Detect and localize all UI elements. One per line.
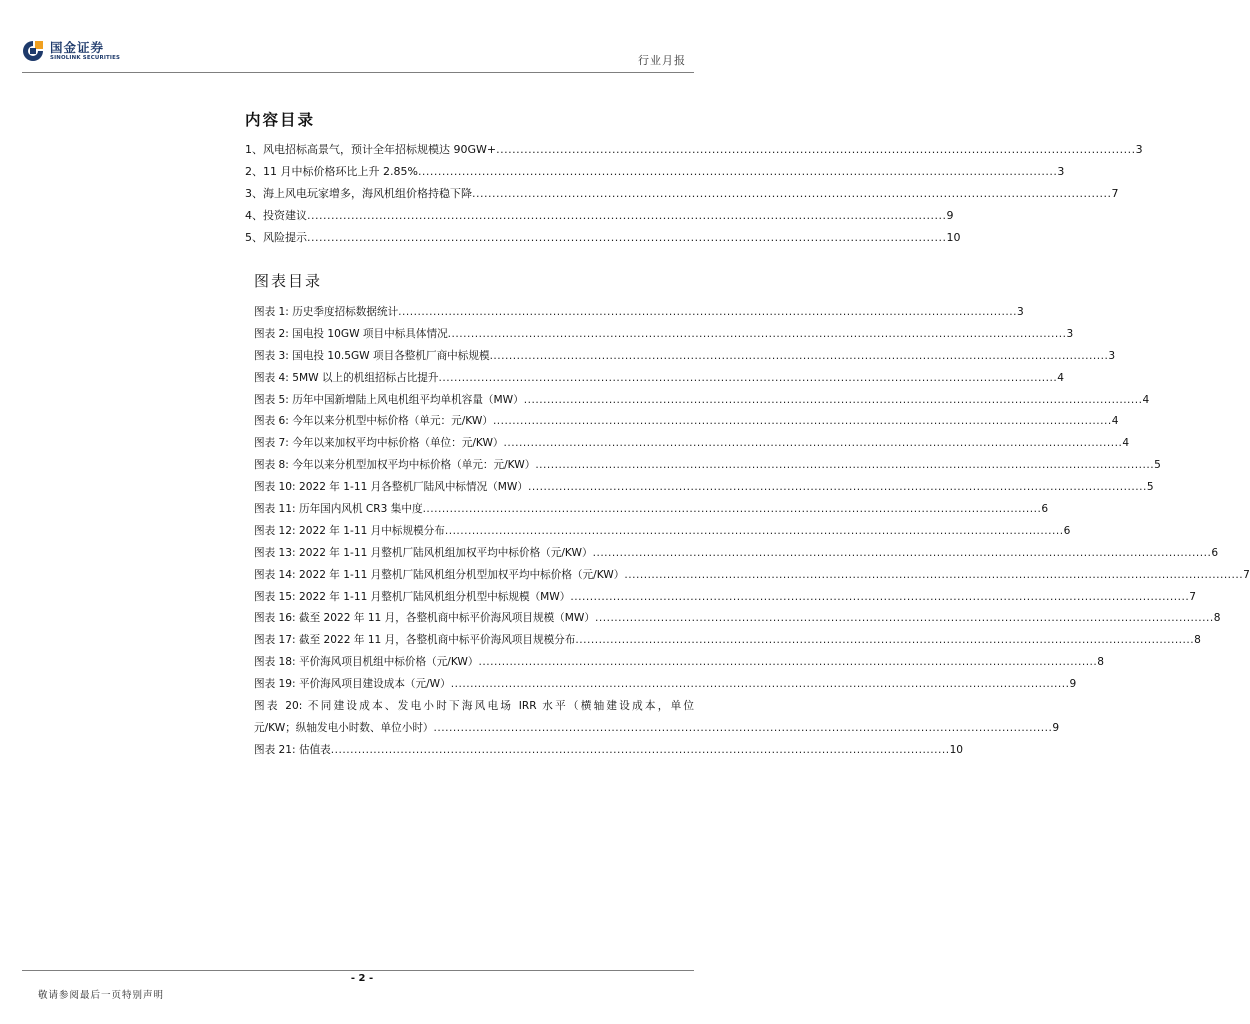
toc-entry-page: 10	[946, 231, 961, 244]
figure-entry-label: 图表 18: 平价海风项目机组中标价格（元/KW）	[254, 656, 479, 669]
toc-entry-label: 1、风电招标高景气，预计全年招标规模达 90GW+	[245, 143, 497, 156]
figure-entry-page: 7	[1243, 568, 1250, 581]
figure-entry[interactable]	[254, 543, 1219, 565]
figure-index-title: 图表目录	[254, 272, 323, 290]
figure-entry[interactable]	[254, 630, 1201, 652]
leader-dots: ................................................................................................................................................................	[575, 634, 1195, 647]
toc-entry[interactable]	[245, 183, 1119, 205]
toc-entry-label: 2、11 月中标价格环比上升 2.85%	[245, 165, 418, 178]
figure-entry[interactable]	[254, 565, 1250, 587]
leader-dots: ................................................................................................................................................................	[307, 209, 947, 222]
figure-entry-page: 4	[1122, 437, 1130, 450]
figure-list	[254, 302, 1250, 696]
figure-entry-page: 10	[949, 743, 964, 756]
figure-entry-label: 图表 19: 平价海风项目建设成本（元/W）	[254, 678, 451, 691]
toc-entry-page: 3	[1135, 143, 1143, 156]
figure-index	[254, 270, 1250, 762]
figure-entry[interactable]	[254, 477, 1154, 499]
figure-entry[interactable]	[254, 455, 1161, 477]
leader-dots: ................................................................................................................................................................	[535, 459, 1155, 472]
page-header	[22, 40, 694, 70]
figure-entry-label: 图表 16: 截至 2022 年 11 月，各整机商中标平价海风项目规模（MW）	[254, 612, 595, 625]
toc-title: 内容目录	[245, 111, 316, 129]
figure-entry-page: 3	[1066, 327, 1074, 340]
leader-dots: ................................................................................................................................................................	[624, 568, 1244, 581]
report-type: 行业月报	[638, 54, 686, 67]
figure-entry-label: 图表 21: 估值表	[254, 743, 331, 756]
header-divider	[22, 72, 694, 73]
leader-dots: ................................................................................................................................................................	[433, 721, 1053, 734]
figure-entry-page: 8	[1194, 634, 1201, 647]
company-name-cn: 国金证券	[50, 39, 105, 55]
leader-dots: ................................................................................................................................................................	[594, 612, 1214, 625]
figure-entry-page: 3	[1108, 349, 1116, 362]
figure-entry[interactable]	[254, 696, 1060, 740]
figure-entry-label: 图表 2: 国电投 10GW 项目中标具体情况	[254, 327, 448, 340]
figure-entry-page: 6	[1211, 546, 1219, 559]
figure-entry-page: 9	[1069, 678, 1077, 691]
toc-entry[interactable]	[245, 227, 961, 249]
leader-dots: ................................................................................................................................................................	[528, 481, 1147, 494]
leader-dots: ................................................................................................................................................................	[523, 393, 1143, 406]
figure-entry-label: 图表 5: 历年中国新增陆上风电机组平均单机容量（MW）	[254, 393, 524, 406]
table-of-contents	[245, 108, 1143, 249]
toc-entry-page: 7	[1111, 187, 1119, 200]
figure-entry-page: 4	[1142, 393, 1150, 406]
leader-dots: ................................................................................................................................................................	[478, 656, 1098, 669]
figure-entry-page: 4	[1111, 415, 1119, 428]
figure-entry[interactable]	[254, 740, 964, 762]
figure-entry-label-line2: 元/KW；纵轴发电小时数、单位小时）	[254, 721, 434, 734]
leader-dots: ................................................................................................................................................................	[503, 437, 1123, 450]
figure-entry[interactable]	[254, 346, 1116, 368]
figure-entry[interactable]	[254, 390, 1150, 412]
figure-entry-page: 8	[1097, 656, 1105, 669]
figure-entry[interactable]	[254, 587, 1196, 609]
figure-entry[interactable]	[254, 674, 1077, 696]
figure-entry[interactable]	[254, 324, 1074, 346]
sinolink-logo-icon	[22, 40, 44, 62]
figure-entry[interactable]	[254, 411, 1119, 433]
figure-entry-label: 图表 8: 今年以来分机型加权平均中标价格（单元：元/KW）	[254, 459, 536, 472]
figure-entry-page: 4	[1057, 371, 1065, 384]
leader-dots: ................................................................................................................................................................	[417, 165, 1058, 178]
disclaimer-note: 敬请参阅最后一页特别声明	[38, 990, 165, 1001]
leader-dots: ................................................................................................................................................................	[592, 546, 1212, 559]
toc-entry-label: 3、海上风电玩家增多，海风机组价格持稳下降	[245, 187, 472, 200]
figure-entry[interactable]	[254, 433, 1130, 455]
toc-entry-label: 5、风险提示	[245, 231, 307, 244]
leader-dots: ................................................................................................................................................................	[444, 524, 1064, 537]
figure-entry-page: 9	[1052, 721, 1060, 734]
figure-entry-page: 6	[1041, 503, 1049, 515]
figure-entry-label: 图表 13: 2022 年 1-11 月整机厂陆风机组加权平均中标价格（元/KW）	[254, 546, 593, 559]
toc-entry[interactable]	[245, 205, 954, 227]
figure-entry-label: 图表 7: 今年以来加权平均中标价格（单位：元/KW）	[254, 437, 504, 450]
figure-entry-page: 5	[1154, 459, 1161, 472]
figure-entry-page: 8	[1213, 612, 1221, 625]
leader-dots: ................................................................................................................................................................	[570, 590, 1190, 603]
figure-entry-page: 7	[1189, 590, 1196, 603]
leader-dots: ................................................................................................................................................................	[489, 349, 1109, 362]
toc-entry-page: 9	[946, 209, 954, 222]
figure-entry[interactable]	[254, 652, 1105, 674]
figure-entry-label: 图表 15: 2022 年 1-11 月整机厂陆风机组分机型中标规模（MW）	[254, 590, 571, 603]
leader-dots: ................................................................................................................................................................	[330, 743, 950, 756]
toc-entry-page: 3	[1057, 165, 1065, 178]
figure-entry-label: 图表 3: 国电投 10.5GW 项目各整机厂商中标规模	[254, 349, 490, 362]
leader-dots: ................................................................................................................................................................	[438, 371, 1058, 384]
figure-entry[interactable]	[254, 608, 1221, 630]
toc-entry-label: 4、投资建议	[245, 209, 307, 222]
leader-dots: ................................................................................................................................................................	[496, 143, 1136, 156]
leader-dots: ................................................................................................................................................................	[447, 327, 1067, 340]
leader-dots: ................................................................................................................................................................	[398, 305, 1017, 318]
company-name-en: SINOLINK SECURITIES	[50, 54, 121, 61]
toc-entry[interactable]	[245, 139, 1143, 161]
figure-entry-page: 6	[1063, 524, 1071, 537]
figure-entry-label: 图表 4: 5MW 以上的机组招标占比提升	[254, 371, 439, 384]
footer-divider	[22, 970, 694, 971]
leader-dots: ................................................................................................................................................................	[307, 231, 947, 244]
figure-entry-label: 图表 11: 历年国内风机 CR3 集中度	[254, 503, 423, 515]
toc-entry[interactable]	[245, 161, 1065, 183]
leader-dots: ................................................................................................................................................................	[450, 678, 1070, 691]
figure-entry-label: 图表 14: 2022 年 1-11 月整机厂陆风机组分机型加权平均中标价格（元/KW）	[254, 568, 625, 581]
figure-entry-label: 图表 1: 历史季度招标数据统计	[254, 305, 399, 318]
figure-entry[interactable]	[254, 499, 1049, 521]
figure-entry-page: 3	[1016, 305, 1024, 318]
figure-entry[interactable]	[254, 521, 1071, 543]
leader-dots: ................................................................................................................................................................	[492, 415, 1112, 428]
company-logo	[22, 40, 120, 62]
page-number: - 2 -	[350, 973, 374, 984]
figure-entry[interactable]	[254, 302, 1024, 324]
figure-entry[interactable]	[254, 368, 1065, 390]
figure-entry-label: 图表 6: 今年以来分机型中标价格（单元：元/KW）	[254, 415, 493, 428]
figure-entry-label: 图表 10: 2022 年 1-11 月各整机厂陆风中标情况（MW）	[254, 481, 529, 494]
leader-dots: ................................................................................................................................................................	[422, 503, 1042, 515]
leader-dots: ................................................................................................................................................................	[472, 187, 1112, 200]
figure-entry-label: 图表 12: 2022 年 1-11 月中标规模分布	[254, 524, 445, 537]
figure-entry-label-line1: 图表 20: 不同建设成本、发电小时下海风电场 IRR 水平（横轴建设成本，单位	[254, 700, 694, 713]
figure-entry-page: 5	[1146, 481, 1154, 494]
figure-entry-label: 图表 17: 截至 2022 年 11 月，各整机商中标平价海风项目规模分布	[254, 634, 576, 647]
